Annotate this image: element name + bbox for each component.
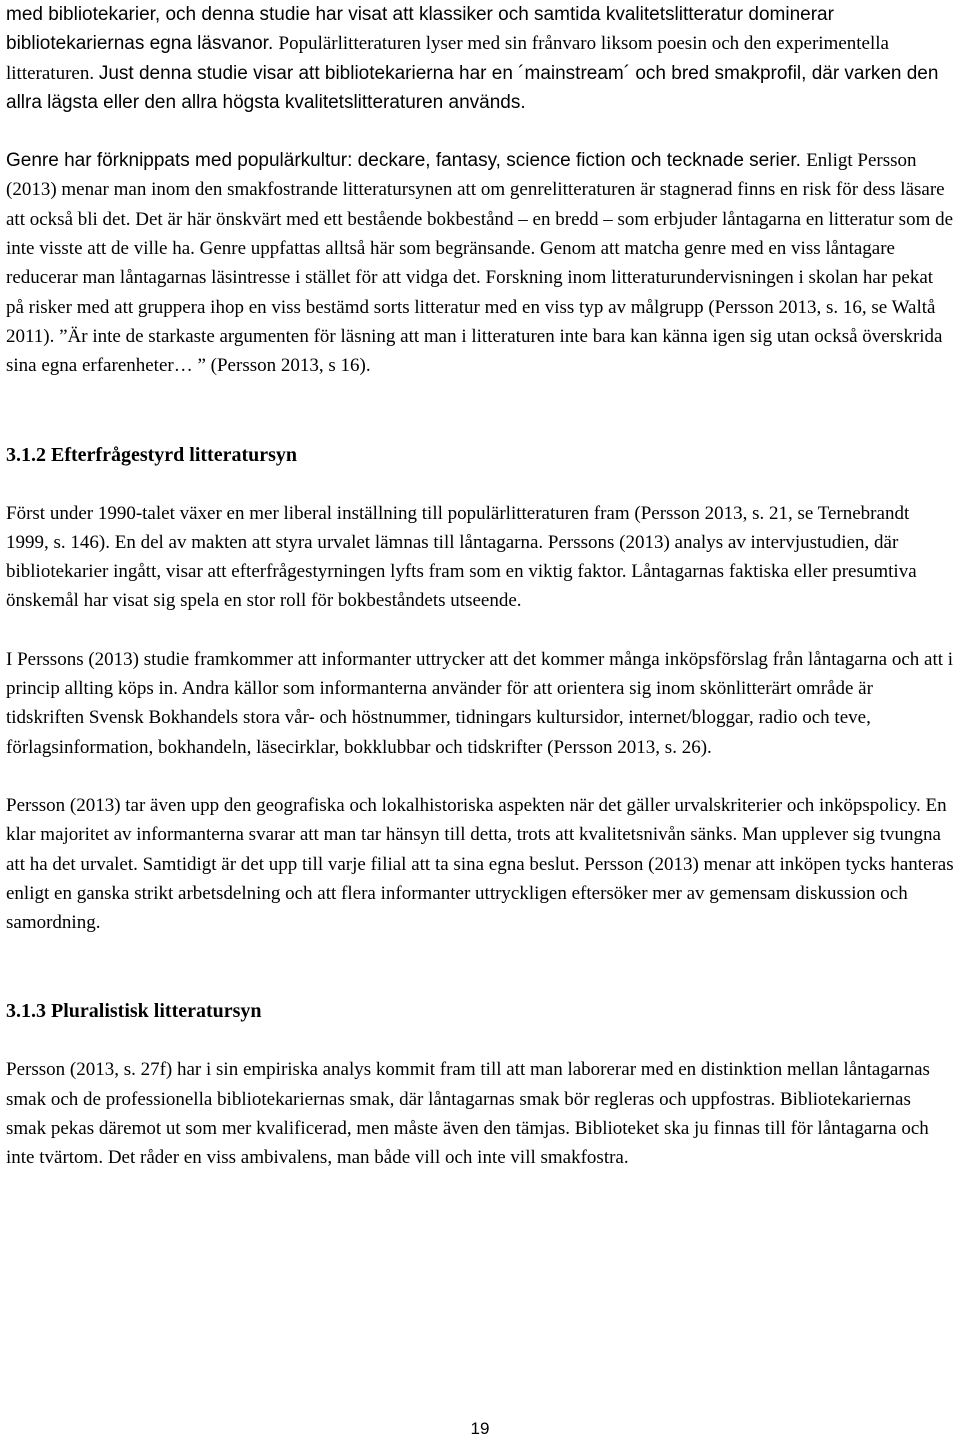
paragraph-1 — [6, 0, 954, 117]
paragraph-6 — [6, 1055, 954, 1172]
paragraph-2-text-b: Enligt Persson (2013) menar man inom den smakfostrande litteratursynen att om genrelitteraturen är stagnerad finns en risk för dess läsare att också bli det. Det är här önskvärt med ett bestående bokbestånd – en bredd – som erbjuder låntagarna en litteratur som de inte visste att de ville ha. Genre uppfattas alltså här som begränsande. Genom att matcha genre med en viss låntagare reducerar man låntagarnas läsintresse i stället för att vidga det. Forskning inom litteraturundervisningen i skolan har pekat på risker med att gruppera ihop en viss bestämd sorts litteratur med en viss typ av målgrupp (Persson 2013, s. 16, se Waltå 2011). ”Är inte de starkaste argumenten för läsning att man i litteraturen inte bara kan känna igen sig utan också överskrida sina egna erfarenheter… ” (Persson 2013, s 16). — [6, 150, 954, 377]
paragraph-3-text-b: En del av makten att styra urvalet lämnas till låntagarna. — [114, 531, 548, 553]
paragraph-5-text: Persson (2013) tar även upp den geografiska och lokalhistoriska aspekten när det gäller urvalskriterier och inköpspolicy. En klar majoritet av informanterna svarar att man tar hänsyn till detta, trots att kvalitetsnivån sänks. Man upplever sig tvungna att ha det urvalet. Samtidigt är det upp till varje filial att ta sina egna beslut. Persson (2013) menar att inköpen tycks hanteras enligt en ganska strikt arbetsdelning och att flera informanter uttryckligen eftersöker mer av gemensam diskussion och samordning. — [6, 794, 954, 934]
paragraph-4 — [6, 645, 954, 762]
paragraph-2 — [6, 146, 954, 380]
document-page — [6, 0, 954, 1173]
paragraph-4-text-b: Andra källor som informanterna använder för att orientera sig inom skönlitterärt område är tidskriften Svensk Bokhandels stora vår- och höstnummer, tidningars kultursidor, internet/bloggar, radio och teve, förlagsinformation, bokhandeln, läsecirklar, bokklubbar och tidskrifter (Persson 2013, s. 26). — [6, 678, 873, 758]
paragraph-5 — [6, 791, 954, 937]
paragraph-6-text-b: Bibliotekariernas smak pekas däremot ut som mer kvalificerad, men måste även den tämjas. Biblioteket ska ju finnas till för låntagarna och inte tvärtom. Det råder en viss ambivalens, man både vill och inte vill smakfostra. — [6, 1088, 929, 1169]
paragraph-1-text-a: med bibliotekarier, och denna studie har visat att klassiker och samtida kvalitetslitteratur dominerar bibliotekariernas egna läsvanor. — [6, 4, 834, 55]
section-heading-3-1-3: 3.1.3 Pluralistisk litteratursyn — [6, 1000, 262, 1023]
page-number: 19 — [470, 1419, 490, 1438]
section-heading-3-1-2: 3.1.2 Efterfrågestyrd litteratursyn — [6, 443, 298, 466]
paragraph-3-text-c: Perssons (2013) analys av intervjustudien, där bibliotekarier ingått, visar att efterfrågestyrningen lyfts fram som en viktig faktor. Låntagarnas faktiska eller presumtiva önskemål har visat sig spela en stor roll för bokbeståndets utseende. — [6, 531, 917, 612]
paragraph-2-text-a: Genre har förknippats med populärkultur: deckare, fantasy, science fiction och tecknade serier. — [6, 150, 807, 172]
paragraph-4-text-a: I Perssons (2013) studie framkommer att informanter uttrycker att det kommer många inköpsförslag från låntagarna och att i princip allting köps in. — [6, 648, 954, 700]
paragraph-1-text-c: Just denna studie visar att bibliotekarierna har en ´mainstream´ och bred smakprofil, där varken den allra lägsta eller den allra högsta kvalitetslitteraturen används. — [6, 62, 939, 113]
paragraph-3-text-a: Först under 1990-talet växer en mer liberal inställning till populärlitteraturen fram (Persson 2013, s. 21, se Ternebrandt 1999, s. 146). — [6, 502, 910, 553]
paragraph-3 — [6, 499, 954, 616]
paragraph-6-text-a: Persson (2013, s. 27f) har i sin empiriska analys kommit fram till att man laborerar med en distinktion mellan låntagarnas smak och de professionella bibliotekariernas smak, där låntagarnas smak bör regleras och uppfostras. — [6, 1059, 930, 1110]
paragraph-1-text-b: Populärlitteraturen lyser med sin frånvaro liksom poesin och den experimentella litteraturen. — [6, 33, 889, 84]
